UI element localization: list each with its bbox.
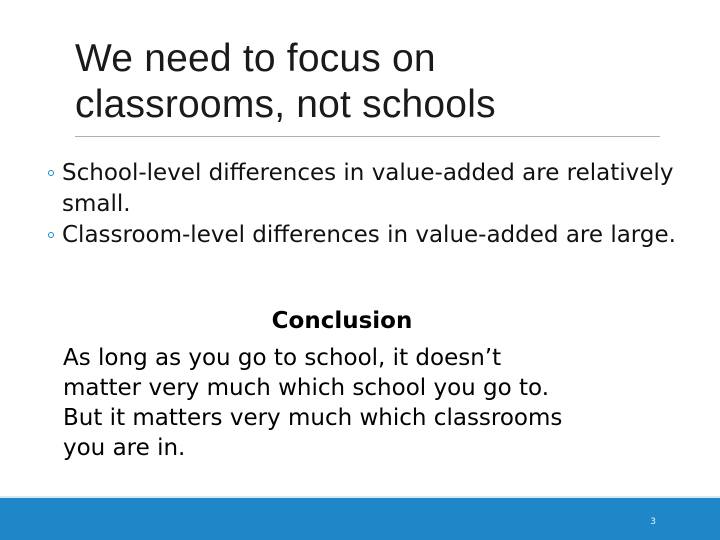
slide-title — [75, 36, 675, 128]
conclusion-line: you are in. — [63, 435, 186, 461]
bullet-list — [45, 158, 685, 251]
slide-title-line-1: We need to focus on — [75, 37, 436, 80]
slide-title-line-2: classrooms, not schools — [75, 83, 496, 126]
footer-bar — [0, 498, 720, 540]
page-number: 3 — [650, 517, 656, 527]
bullet-item-school-level — [45, 158, 685, 220]
conclusion-text — [63, 343, 663, 463]
conclusion-line: But it matters very much which classrooms — [63, 405, 563, 431]
hollow-circle-bullet-icon — [48, 170, 54, 176]
bullet-text: Classroom-level differences in value-added are large. — [62, 222, 676, 248]
conclusion-line: As long as you go to school, it doesn’t — [63, 345, 502, 371]
conclusion-heading: Conclusion — [271, 308, 413, 334]
bullet-item-classroom-level — [45, 220, 685, 251]
bullet-text: School-level differences in value-added are relatively small. — [62, 160, 674, 217]
title-divider — [75, 136, 660, 137]
hollow-circle-bullet-icon — [48, 232, 54, 238]
conclusion-line: matter very much which school you go to. — [63, 375, 550, 401]
